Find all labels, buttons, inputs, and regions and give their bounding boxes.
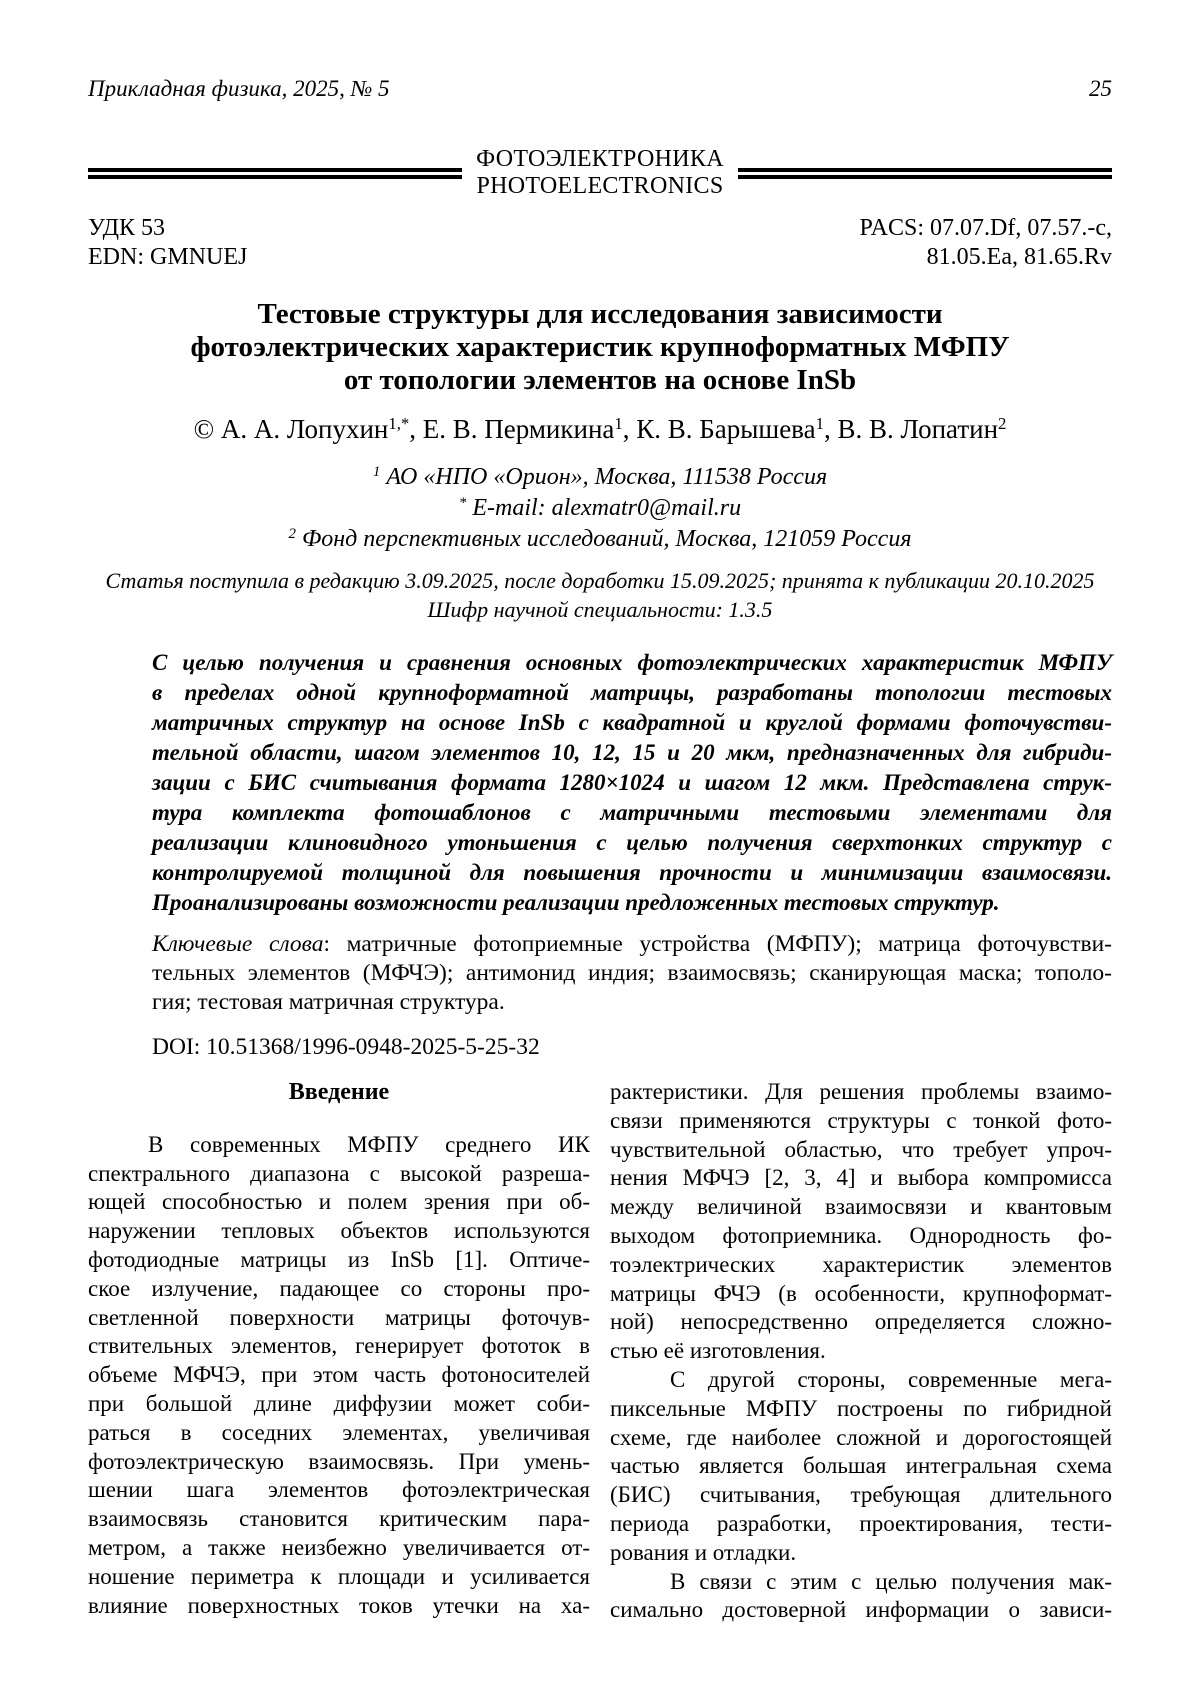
text-line: шении шага элементов фотоэлектрическая	[88, 1477, 590, 1503]
text-line: между величиной взаимосвязи и квантовым	[610, 1194, 1112, 1220]
received-block	[88, 566, 1112, 624]
text-line: зации с БИС считывания формата 1280×1024 и шагом 12 мкм. Представлена струк-	[152, 770, 1112, 795]
text-line: влияние поверхностных токов утечки на ха-	[88, 1592, 590, 1618]
udk-code: УДК 53	[88, 215, 165, 241]
author-sup: 2	[998, 413, 1007, 433]
affiliation-sup: *	[458, 494, 467, 511]
abstract	[152, 648, 1112, 918]
banner-rule-right	[738, 168, 1112, 179]
article-title-line: Тестовые структуры для исследования зависимости	[257, 298, 943, 330]
text-line: фотодиодные матрицы из InSb [1]. Оптиче-	[88, 1246, 590, 1272]
text-line: тура комплекта фотошаблонов с матричными тестовыми элементами для	[152, 800, 1112, 825]
body-columns	[88, 1078, 1112, 1625]
text-line: при большой длине диффузии может соби-	[88, 1390, 590, 1416]
text-line: ношение периметра к площади и усиливается	[88, 1563, 590, 1589]
affiliation-line: $^1$ АО «НПО «Орион», Москва, 111538 Россия	[372, 463, 828, 490]
banner-title-en: PHOTOELECTRONICS	[476, 173, 724, 199]
text-line: выходом фотоприемника. Однородность фо-	[610, 1222, 1112, 1248]
running-head	[88, 76, 1112, 102]
text-line: схеме, где наиболее сложной и дорогостоящей	[610, 1424, 1112, 1450]
text-line: рактеристики. Для решения проблемы взаимо-	[610, 1079, 1112, 1104]
pacs-code-line2: 81.05.Ea, 81.65.Rv	[926, 244, 1112, 270]
text-line: тельной области, шагом элементов 10, 12, 15 и 20 мкм, предназначенных для гибриди-	[152, 740, 1112, 765]
banner-rule-left	[88, 168, 462, 179]
codes-row	[88, 214, 1112, 272]
received-dates: Статья поступила в редакцию 3.09.2025, после доработки 15.09.2025; принята к публикации 20.10.2025	[105, 568, 1095, 593]
text-line: симально достоверной информации о зависи-	[610, 1597, 1112, 1623]
section-heading: Введение	[288, 1079, 390, 1105]
keywords	[152, 930, 1112, 1017]
text-line: пиксельные МФПУ построены по гибридной	[610, 1395, 1112, 1421]
banner-title	[462, 146, 738, 200]
text-line: объеме МФЧЭ, при этом часть фотоносителей	[88, 1362, 590, 1388]
text-line: ющей способностью и полем зрения при об-	[88, 1189, 590, 1215]
banner-title-ru: ФОТОЭЛЕКТРОНИКА	[476, 146, 724, 172]
text-line: контролируемой толщиной для повышения прочности и минимизации взаимосвязи.	[152, 860, 1112, 885]
text-line: периода разработки, проектирования, тести-	[610, 1510, 1112, 1536]
text-line: нения МФЧЭ [2, 3, 4] и выбора компромисса	[610, 1165, 1112, 1191]
right-column	[610, 1078, 1112, 1625]
text-line: ское излучение, падающее со стороны про-	[88, 1275, 590, 1301]
affiliations	[88, 463, 1112, 556]
keywords-line: Ключевые слова: матричные фотоприемные устройства (МФПУ); матрица фоточувстви-	[152, 931, 1112, 957]
journal-issue-label: Прикладная физика, 2025, № 5	[88, 76, 390, 101]
text-line: стью её изготовления.	[610, 1338, 826, 1364]
text-line: ной) непосредственно определяется сложно-	[610, 1309, 1112, 1335]
text-line: взаимосвязь становится критическим пара-	[88, 1506, 590, 1532]
doi-line: DOI: 10.51368/1996-0948-2025-5-25-32	[152, 1034, 540, 1060]
text-line: метром, а также неизбежно увеличивается от-	[88, 1534, 590, 1560]
left-column	[88, 1078, 590, 1625]
text-line: (БИС) считывания, требующая длительного	[610, 1482, 1112, 1508]
affiliation-sup: 2	[288, 525, 296, 542]
text-line: матрицы ФЧЭ (в особенности, крупноформат-	[610, 1280, 1112, 1306]
text-line: спектрального диапазона с высокой разреша-	[88, 1160, 590, 1186]
text-line: рования и отладки.	[610, 1539, 797, 1565]
keywords-line: гия; тестовая матричная структура.	[152, 989, 505, 1015]
text-line: ствительных элементов, генерирует фототок в	[88, 1333, 590, 1359]
author-sup: 1,*	[388, 413, 410, 433]
edn-code: EDN: GMNUEJ	[88, 244, 248, 270]
text-line: С другой стороны, современные мега-	[670, 1366, 1112, 1392]
article-title	[88, 298, 1112, 397]
text-line: раться в соседних элементах, увеличивая	[88, 1419, 590, 1445]
text-line: частью является большая интегральная схема	[610, 1453, 1112, 1479]
affiliation-line: * E-mail: alexmatr0@mail.ru	[458, 494, 742, 521]
keywords-label: Ключевые слова	[152, 931, 324, 957]
text-line: наружении тепловых объектов используются	[88, 1218, 590, 1244]
affiliation-line: $^2$ Фонд перспективных исследований, Москва, 121059 Россия	[288, 525, 912, 552]
text-line: матричных структур на основе InSb с квадратной и круглой формами фоточувстви-	[152, 710, 1112, 735]
text-line: В современных МФПУ среднего ИК	[148, 1131, 590, 1157]
article-title-line: от топологии элементов на основе InSb	[343, 364, 857, 396]
affiliation-sup: 1	[372, 463, 381, 480]
codes-right	[860, 214, 1112, 272]
text-line: С целью получения и сравнения основных фотоэлектрических характеристик МФПУ	[152, 650, 1112, 675]
specialty-code: Шифр научной специальности: 1.3.5	[427, 597, 773, 622]
page-number: 25	[1089, 76, 1112, 101]
text-line: тоэлектрических характеристик элементов	[610, 1251, 1112, 1277]
codes-left	[88, 214, 247, 272]
section-banner	[88, 146, 1112, 200]
text-line: В связи с этим с целью получения мак-	[670, 1568, 1112, 1594]
article-title-line: фотоэлектрических характеристик крупноформатных МФПУ	[190, 331, 1010, 363]
text-line: реализации клиновидного утоньшения с целью получения сверхтонких структур с	[152, 830, 1112, 855]
author-sup: 1	[815, 413, 824, 433]
text-line: Проанализированы возможности реализации предложенных тестовых структур.	[152, 890, 1000, 915]
text-line: светленной поверхности матрицы фоточув-	[88, 1304, 590, 1330]
text-line: фотоэлектрическую взаимосвязь. При умень-	[88, 1448, 590, 1474]
text-line: чувствительной областью, что требует упроч-	[610, 1136, 1112, 1162]
author-sup: 1	[614, 413, 623, 433]
pacs-code-line1: PACS: 07.07.Df, 07.57.-c,	[859, 215, 1112, 241]
keywords-line: тельных элементов (МФЧЭ); антимонид индия; взаимосвязь; сканирующая маска; тополо-	[152, 960, 1112, 986]
authors-line: © А. А. Лопухин$^{1,*}$, Е. В. Пермикина$^1$, К. В. Барышева$^1$, В. В. Лопатин$^2$	[193, 413, 1007, 444]
text-line: связи применяются структуры с тонкой фото-	[610, 1107, 1112, 1133]
text-line: в пределах одной крупноформатной матрицы, разработаны топологии тестовых	[152, 680, 1112, 705]
